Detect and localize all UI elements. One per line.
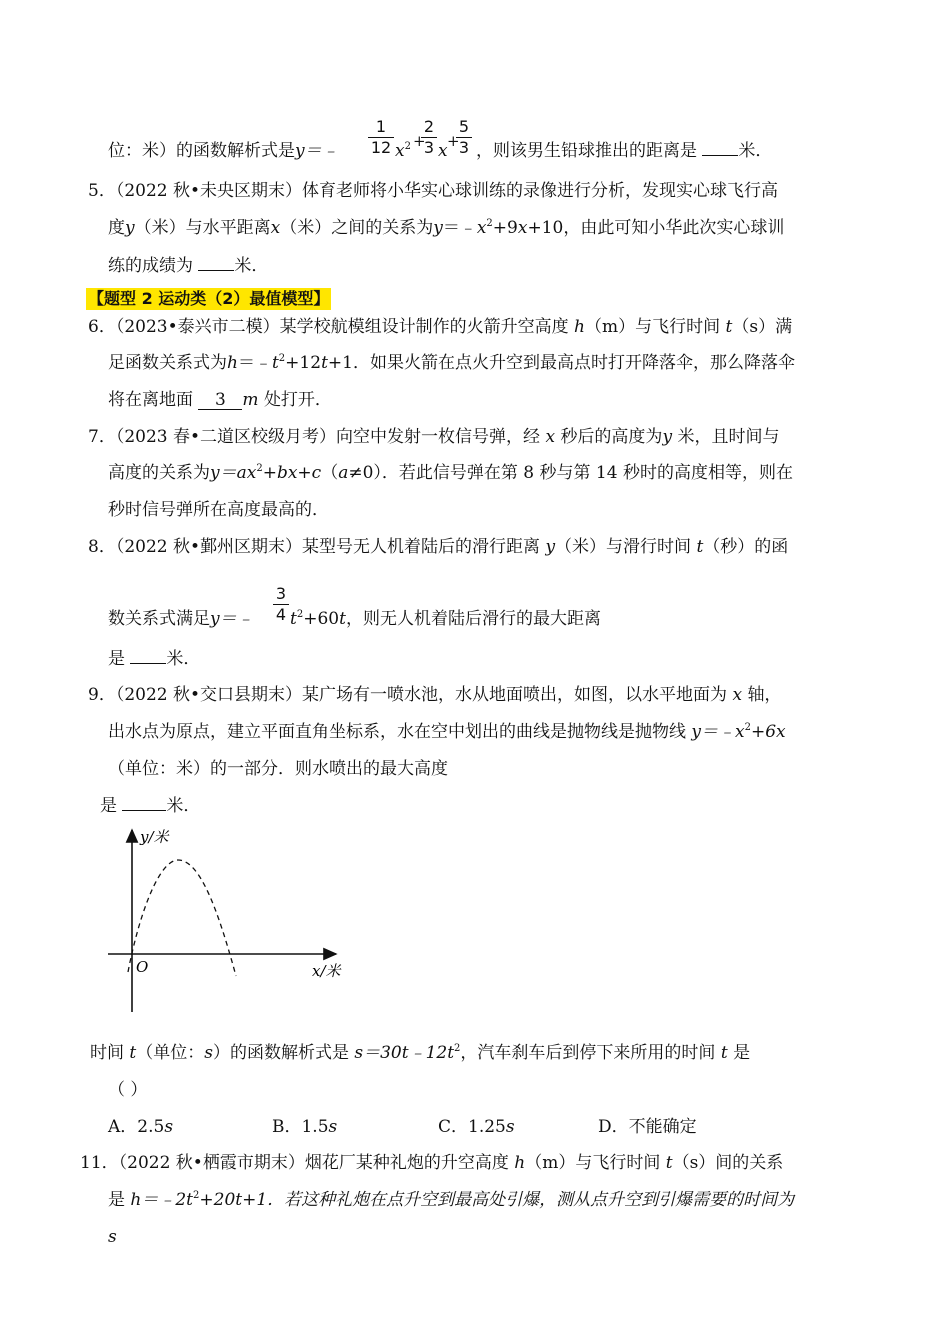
q7-text: 米，且时间与 bbox=[677, 427, 780, 447]
fraction-denominator: 12 bbox=[370, 138, 392, 157]
q5-text: ，由此可知小华此次实心球训 bbox=[563, 218, 785, 238]
answer-blank bbox=[130, 663, 166, 664]
q6-text: 足函数关系式为 bbox=[108, 353, 227, 373]
var-y: y bbox=[125, 218, 135, 238]
q5-text: 练的成绩为 bbox=[108, 256, 193, 276]
q8-line-2b bbox=[290, 608, 601, 630]
exponent: 2 bbox=[296, 609, 304, 620]
answer-blank-filled: 3 bbox=[198, 391, 242, 410]
q11-text: +20t+1．若这种礼炮在点升空到最高处引爆，测从点升空到引爆需要的时间为 bbox=[199, 1190, 795, 1210]
q6-text: +1．如果火箭在点火升空到最高点时打开降落伞，那么降落伞 bbox=[327, 353, 795, 373]
q9-text: （2022 秋•交口县期末）某广场有一喷水池，水从地面喷出，如图，以水平地面为 bbox=[115, 685, 728, 705]
q8-line-2a bbox=[108, 608, 254, 630]
y-axis-label: y/米 bbox=[140, 828, 169, 846]
q5-eq: +10 bbox=[527, 218, 564, 238]
q8-line-3 bbox=[108, 648, 200, 670]
q8-eq: +60 bbox=[303, 609, 340, 629]
unit-m: m bbox=[242, 390, 259, 410]
q9-text: 轴， bbox=[747, 685, 782, 705]
q11-line-3: s bbox=[108, 1227, 117, 1247]
var-x: x bbox=[545, 427, 556, 447]
var-x: x bbox=[476, 218, 487, 238]
fraction-numerator: 5 bbox=[458, 117, 470, 136]
q7-eq: y＝ax bbox=[210, 463, 257, 483]
var-t: t bbox=[129, 1043, 137, 1063]
q10-text: 是 bbox=[733, 1043, 751, 1063]
q7-line-3: 秒时信号弹所在高度最高的． bbox=[108, 500, 329, 520]
q11-text: （m）与飞行时间 bbox=[525, 1153, 661, 1173]
q5-text: （米）之间的关系为 bbox=[280, 218, 434, 238]
exponent: 2 bbox=[454, 1043, 461, 1054]
q5-text: 度 bbox=[108, 218, 125, 238]
fraction-numerator: 2 bbox=[423, 117, 435, 136]
var-y: y bbox=[433, 218, 443, 238]
q4-text: 位：米）的函数解析式是 bbox=[108, 141, 295, 161]
question-number: 9． bbox=[88, 685, 116, 705]
q10-text: （单位： bbox=[136, 1043, 205, 1063]
q6-eq: +12 bbox=[285, 353, 322, 373]
q7-text: （2023 春•二道区校级月考）向空中发射一枚信号弹，经 bbox=[115, 427, 541, 447]
q5-text: （2022 秋•未央区期末）体育老师将小华实心球训练的录像进行分析，发现实心球飞行高 bbox=[115, 181, 779, 201]
exponent: 2 bbox=[256, 463, 263, 474]
exponent: 2 bbox=[193, 1190, 200, 1201]
var-h: h bbox=[227, 353, 238, 373]
var-h: h bbox=[574, 317, 585, 337]
q6-text: 将在离地面 bbox=[108, 390, 193, 410]
option-b[interactable] bbox=[272, 1116, 337, 1138]
var-y: y bbox=[545, 537, 556, 557]
q6-line-1 bbox=[88, 316, 792, 338]
q10-line-1 bbox=[90, 1042, 750, 1064]
q4-y: y＝﹣ bbox=[295, 141, 339, 161]
q5-text: 米． bbox=[234, 256, 269, 276]
section-heading: 【题型 2 运动类（2）最值模型】 bbox=[88, 289, 330, 308]
q8-text: 米． bbox=[166, 649, 201, 669]
fraction-denominator: 3 bbox=[423, 138, 435, 157]
q11-line-2 bbox=[108, 1189, 794, 1211]
q10-text: ）的函数解析式是 bbox=[212, 1043, 349, 1063]
question-number: 11． bbox=[80, 1153, 119, 1173]
q6-eq: ＝﹣ bbox=[237, 353, 272, 373]
var-y: y bbox=[662, 427, 673, 447]
q9-text: 出水点为原点，建立平面直角坐标系，水在空中划出的曲线是抛物线是抛物线 bbox=[108, 722, 686, 742]
var-t: t bbox=[696, 537, 704, 557]
q8-text: （2022 秋•鄞州区期末）某型号无人机着陆后的滑行距离 bbox=[115, 537, 541, 557]
q9-eq: +6x bbox=[750, 722, 786, 742]
var-a: a bbox=[338, 463, 349, 483]
question-number: 6． bbox=[88, 317, 116, 337]
option-a[interactable] bbox=[108, 1116, 173, 1138]
q11-text: （2022 秋•栖霞市期末）烟花厂某种礼炮的升空高度 bbox=[118, 1153, 509, 1173]
question-number: 5． bbox=[88, 181, 116, 201]
q5-eq: ＝﹣ bbox=[442, 218, 477, 238]
var-t: t bbox=[339, 609, 346, 629]
option-unit: s bbox=[328, 1117, 338, 1137]
q5-eq: +9 bbox=[492, 218, 518, 238]
answer-blank bbox=[122, 810, 166, 811]
var-x: x bbox=[270, 218, 281, 238]
option-label: D．不能确定 bbox=[598, 1117, 697, 1137]
q6-line-3 bbox=[108, 389, 332, 411]
var-t: t bbox=[720, 1043, 728, 1063]
q11-text: 是 bbox=[108, 1190, 125, 1210]
q7-eq: +bx+c bbox=[262, 463, 322, 483]
q7-text: ≠0）．若此信号弹在第 8 秒与第 14 秒时的高度相等，则在 bbox=[348, 463, 793, 483]
var-s: s bbox=[204, 1043, 213, 1063]
x-axis-label: x/米 bbox=[312, 962, 341, 980]
q7-line-2 bbox=[108, 462, 793, 484]
q10-text: ，汽车刹车后到停下来所用的时间 bbox=[460, 1043, 716, 1063]
q6-text: 处打开． bbox=[263, 390, 332, 410]
var-t: t bbox=[665, 1153, 673, 1173]
exponent: 2 bbox=[744, 722, 751, 733]
exponent: 2 bbox=[278, 353, 286, 364]
q8-text: ，则无人机着陆后滑行的最大距离 bbox=[345, 609, 601, 629]
q6-line-2 bbox=[108, 352, 795, 374]
var-x: x bbox=[517, 218, 528, 238]
q9-eq: y＝﹣x bbox=[691, 722, 745, 742]
q6-text: （s）满 bbox=[732, 317, 793, 337]
q5-text: （米）与水平距离 bbox=[134, 218, 271, 238]
option-unit: s bbox=[505, 1117, 515, 1137]
q11-text: （s）间的关系 bbox=[672, 1153, 784, 1173]
var-x: x bbox=[732, 685, 743, 705]
fraction-5-3 bbox=[456, 118, 472, 157]
q5-line-3 bbox=[108, 255, 268, 277]
q4-text: 米． bbox=[738, 141, 773, 161]
option-unit: s bbox=[164, 1117, 174, 1137]
q7-line-1 bbox=[88, 426, 779, 448]
fraction-denominator: 3 bbox=[458, 138, 470, 157]
q4-text: ，则该男生铅球推出的距离是 bbox=[476, 141, 697, 161]
fraction-3-4 bbox=[273, 585, 289, 624]
question-number: 7． bbox=[88, 427, 116, 447]
option-label: C．1.25 bbox=[438, 1117, 506, 1137]
fraction-2-3 bbox=[421, 118, 437, 157]
q11-line-1 bbox=[80, 1152, 783, 1174]
q11-eq: h＝﹣2t bbox=[130, 1190, 194, 1210]
origin-label: O bbox=[136, 958, 149, 976]
q5-line-2 bbox=[108, 217, 784, 239]
fraction-numerator: 1 bbox=[375, 117, 387, 136]
var-t: t bbox=[725, 317, 733, 337]
fraction-denominator: 4 bbox=[275, 605, 287, 624]
plus-sign: + bbox=[447, 132, 460, 150]
q8-text: 是 bbox=[108, 649, 125, 669]
var-x: x bbox=[438, 141, 448, 161]
option-label: A．2.5 bbox=[108, 1117, 165, 1137]
q4-x2 bbox=[395, 140, 411, 162]
q8-line-1 bbox=[88, 536, 788, 558]
q8-text: （米）与滑行时间 bbox=[555, 537, 692, 557]
answer-blank bbox=[702, 155, 738, 156]
q9-line-2 bbox=[108, 721, 786, 743]
q6-text: （2023•泰兴市二模）某学校航模组设计制作的火箭升空高度 bbox=[115, 317, 569, 337]
option-label: B．1.5 bbox=[272, 1117, 329, 1137]
plus-sign: + bbox=[413, 132, 426, 150]
q4-line-end bbox=[476, 140, 772, 162]
answer-parentheses: （ ） bbox=[108, 1080, 148, 1100]
fraction-1-12 bbox=[368, 118, 394, 157]
answer-blank bbox=[198, 270, 234, 271]
q8-text: （秒）的函 bbox=[703, 537, 789, 557]
q9-line-1 bbox=[88, 684, 781, 706]
var-x: x bbox=[395, 141, 405, 161]
q4-line bbox=[108, 140, 339, 162]
q9-line-3: （单位：米）的一部分．则水喷出的最大高度 bbox=[108, 759, 448, 779]
q10-eq: s＝30t﹣12t bbox=[354, 1043, 455, 1063]
exponent: 2 bbox=[404, 141, 411, 152]
var-t: t bbox=[271, 353, 279, 373]
fraction-numerator: 3 bbox=[275, 584, 287, 603]
option-c[interactable] bbox=[438, 1116, 515, 1138]
parabola-graph bbox=[100, 820, 360, 1020]
q5-line-1 bbox=[88, 180, 778, 202]
exponent: 2 bbox=[486, 218, 493, 229]
var-t: t bbox=[321, 353, 328, 373]
var-t: t bbox=[290, 609, 297, 629]
q7-text: 高度的关系为 bbox=[108, 463, 210, 483]
q7-text: 秒后的高度为 bbox=[560, 427, 663, 447]
q9-text: 米． bbox=[166, 796, 201, 816]
q8-eq: y＝﹣ bbox=[210, 609, 254, 629]
q9-text: 是 bbox=[100, 796, 117, 816]
q10-text: 时间 bbox=[90, 1043, 124, 1063]
q7-text: （ bbox=[321, 463, 339, 483]
q8-text: 数关系式满足 bbox=[108, 609, 210, 629]
option-d[interactable] bbox=[598, 1116, 697, 1138]
q6-text: （m）与飞行时间 bbox=[584, 317, 721, 337]
var-h: h bbox=[514, 1153, 526, 1173]
q9-line-4 bbox=[100, 795, 200, 817]
question-number: 8． bbox=[88, 537, 116, 557]
